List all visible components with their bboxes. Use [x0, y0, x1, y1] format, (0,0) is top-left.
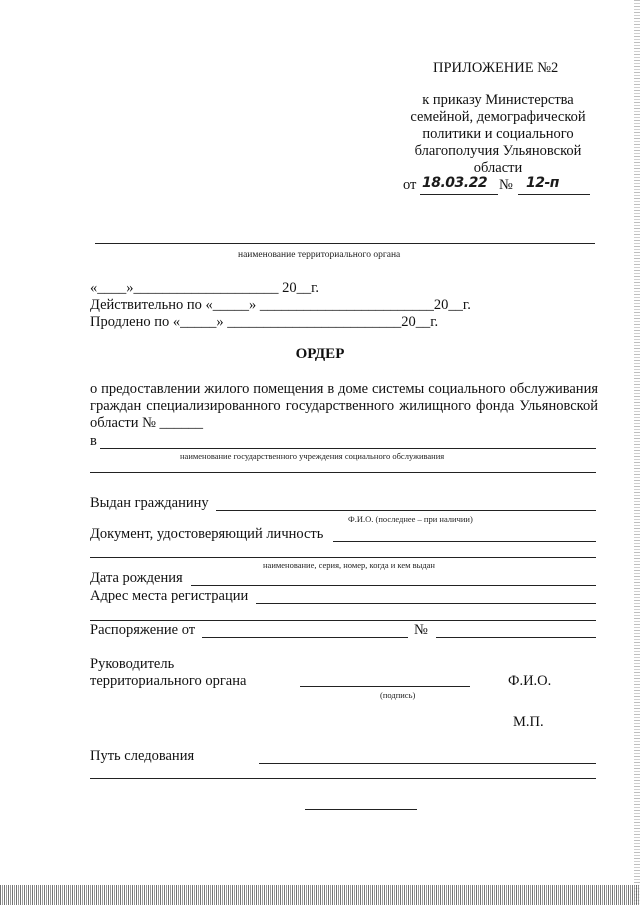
handwritten-number: 12-п [526, 175, 559, 191]
signature-caption: (подпись) [380, 690, 416, 700]
scan-edge-right [634, 0, 640, 905]
order-description: о предоставлении жилого помещения в доме системы социального обслуживания граждан специализированного государственного жилищного фонда Ульяновской области № ______ [90, 381, 598, 431]
institution-prefix: в [90, 433, 97, 449]
closing-rule [305, 809, 417, 810]
fio-caption: Ф.И.О. (последнее – при наличии) [348, 514, 473, 524]
order-from-line [202, 637, 408, 638]
order-reference-line-1: к приказу Министерства [422, 92, 574, 108]
head-title-line-2: территориального органа [90, 673, 247, 689]
identity-document-caption: наименование, серия, номер, когда и кем выдан [263, 560, 435, 570]
registration-address-line [256, 603, 596, 604]
order-from-label: Распоряжение от [90, 622, 196, 638]
head-title-line-1: Руководитель [90, 656, 175, 672]
identity-document-line-2 [90, 557, 596, 558]
signature-line [300, 686, 470, 687]
issue-date-line: «____»____________________ 20__г. [90, 280, 320, 296]
order-reference-line-4: благополучия Ульяновской [414, 143, 582, 159]
valid-until-line: Действительно по «_____» ________________________20__г. [90, 297, 471, 313]
head-fio-label: Ф.И.О. [508, 673, 552, 689]
order-number-line [436, 637, 596, 638]
date-prefix: от [403, 177, 417, 193]
order-number-label: № [414, 622, 428, 638]
order-reference [400, 92, 596, 177]
issued-to-label: Выдан гражданину [90, 495, 209, 511]
route-line-2 [90, 778, 596, 779]
appendix-title: ПРИЛОЖЕНИЕ №2 [433, 60, 559, 76]
number-prefix: № [499, 177, 513, 193]
institution-line-2 [90, 472, 596, 473]
birth-date-line [191, 585, 596, 586]
registration-address-line-2 [90, 620, 596, 621]
stamp-label: М.П. [513, 714, 544, 730]
organ-name-line [95, 243, 595, 244]
number-underline [518, 194, 590, 195]
route-line [259, 763, 596, 764]
date-underline [420, 194, 498, 195]
scan-edge-bottom [0, 885, 640, 905]
registration-address-label: Адрес места регистрации [90, 588, 249, 604]
identity-document-line [333, 541, 596, 542]
route-label: Путь следования [90, 748, 195, 764]
handwritten-date: 18.03.22 [422, 175, 488, 191]
institution-line [100, 448, 596, 449]
organ-name-caption: наименование территориального органа [238, 250, 401, 260]
birth-date-label: Дата рождения [90, 570, 183, 586]
issued-to-line [216, 510, 596, 511]
order-reference-line-2: семейной, демографической [410, 109, 586, 125]
extended-until-line: Продлено по «_____» ________________________20__г. [90, 314, 439, 330]
institution-caption: наименование государственного учреждения социального обслуживания [180, 451, 445, 461]
document-title: ОРДЕР [295, 346, 345, 362]
order-reference-line-5: области [473, 160, 523, 176]
identity-document-label: Документ, удостоверяющий личность [90, 526, 324, 542]
order-reference-line-3: политики и социального [422, 126, 574, 142]
